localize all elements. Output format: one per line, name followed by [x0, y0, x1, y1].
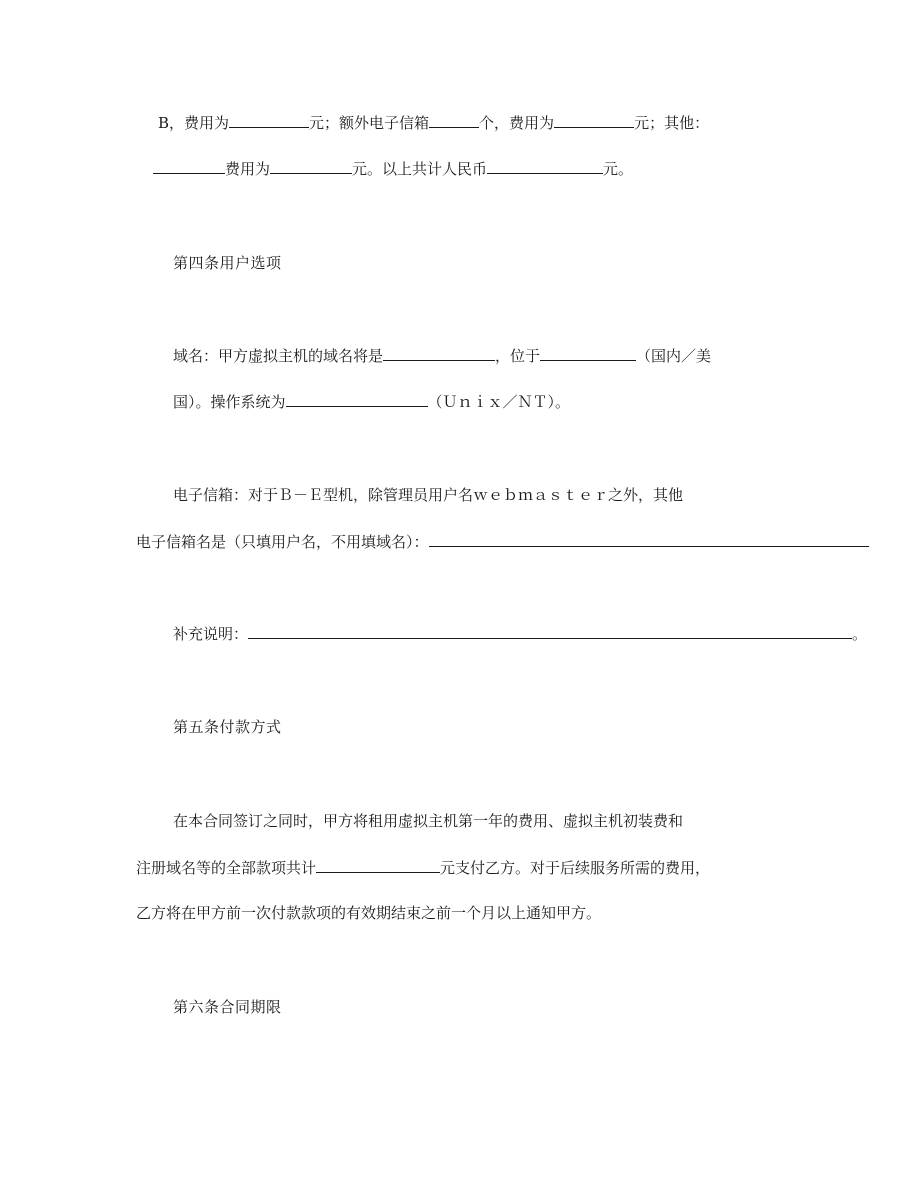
- domain-text: 域名：甲方虚拟主机的域名将是: [173, 347, 384, 365]
- fee-blank-b[interactable]: [229, 112, 309, 128]
- payment-line-3: 乙方将在甲方前一次付款款项的有效期结束之前一个月以上通知甲方。: [136, 904, 602, 922]
- email-names-blank[interactable]: [429, 531, 869, 547]
- location-blank[interactable]: [540, 345, 636, 361]
- fee-text-extra-email: 元；额外电子信箱: [309, 114, 430, 132]
- article-6-title: 第六条合同期限: [173, 998, 282, 1016]
- location-options: （国内／美: [636, 347, 712, 365]
- fee-text-other: 元；其他：: [634, 114, 710, 132]
- fee-text-other-fee: 费用为: [225, 160, 271, 178]
- email-line-2: [136, 531, 869, 551]
- payment-text-b: 元支付乙方。对于后续服务所需的费用，: [440, 859, 711, 877]
- fee-text-b: B，费用为: [158, 114, 230, 132]
- extra-email-count-blank[interactable]: [429, 112, 479, 128]
- email-names-text: 电子信箱名是（只填用户名，不用填域名）：: [136, 533, 429, 551]
- fee-text-per: 个，费用为: [479, 114, 555, 132]
- other-item-blank[interactable]: [153, 158, 225, 174]
- total-fee-blank[interactable]: [487, 158, 603, 174]
- os-options: （Ｕｎｉｘ／ＮＴ）。: [427, 393, 571, 411]
- payment-line-2: [136, 857, 710, 877]
- location-text: ，位于: [495, 347, 541, 365]
- domain-line-1: [173, 345, 711, 365]
- os-blank[interactable]: [286, 391, 428, 407]
- supplement-label: 补充说明：: [173, 625, 249, 643]
- fee-line-2: [153, 158, 633, 178]
- payment-total-blank[interactable]: [316, 857, 440, 873]
- domain-line-2: [173, 391, 570, 411]
- other-fee-blank[interactable]: [270, 158, 352, 174]
- os-text: 国）。操作系统为: [173, 393, 286, 411]
- fee-text-total: 元。以上共计人民币: [352, 160, 488, 178]
- article-4-title: 第四条用户选项: [173, 254, 282, 272]
- email-line-1: 电子信箱：对于Ｂ－Ｅ型机，除管理员用户名ｗｅｂｍａｓｔｅｒ之外，其他: [173, 486, 684, 504]
- payment-text-a: 注册域名等的全部款项共计: [136, 859, 317, 877]
- supplement-blank[interactable]: [248, 623, 852, 639]
- supplement-end: 。: [852, 625, 868, 643]
- fee-line-1: [158, 112, 709, 132]
- payment-line-1: 在本合同签订之同时，甲方将租用虚拟主机第一年的费用、虚拟主机初装费和: [173, 812, 684, 830]
- supplement-line: [173, 623, 867, 643]
- extra-email-fee-blank[interactable]: [554, 112, 634, 128]
- domain-name-blank[interactable]: [383, 345, 495, 361]
- article-5-title: 第五条付款方式: [173, 718, 282, 736]
- fee-text-yuan: 元。: [603, 160, 634, 178]
